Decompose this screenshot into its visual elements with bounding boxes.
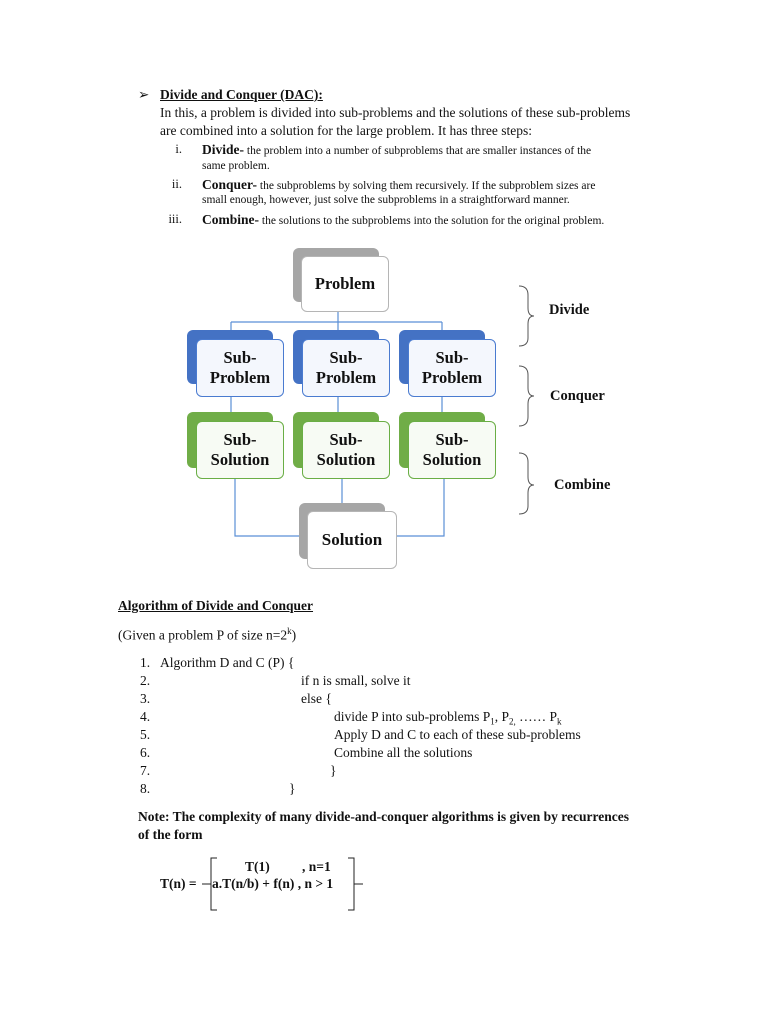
subscript: 2, — [509, 716, 516, 727]
line-number: 4. — [140, 709, 151, 724]
step-text-cont: small enough, however, just solve the subproblems in a straightforward manner. — [202, 194, 570, 206]
recurrence-case-1-condition: , n=1 — [302, 859, 331, 874]
recurrence-case-1: T(1) — [245, 859, 270, 874]
subsolution-label: Sub- Solution — [210, 430, 270, 469]
recurrence-case-2: a.T(n/b) + f(n) , n > 1 — [212, 876, 334, 891]
conquer-label: Conquer — [550, 388, 605, 404]
combine-label: Combine — [554, 477, 611, 493]
given-exponent: k — [287, 626, 292, 636]
subscript: k — [557, 716, 562, 727]
bullet-arrow-icon: ➢ — [138, 87, 150, 102]
given-close: ) — [291, 627, 297, 643]
step-term: Divide- — [202, 142, 244, 157]
line-number: 5. — [140, 727, 151, 742]
note-line-1: Note: The complexity of many divide-and-conquer algorithms is given by recurrences — [138, 809, 629, 824]
step-term: Combine- — [202, 212, 259, 227]
step-text: the subproblems by solving them recursively. If the subproblem sizes are — [257, 180, 596, 192]
algo-line: Apply D and C to each of these sub-problems — [334, 727, 581, 742]
intro-line-2: are combined into a solution for the large problem. It has three steps: — [160, 123, 533, 138]
subproblem-label: Sub- Problem — [421, 348, 483, 387]
subsolution-label: Sub- Solution — [316, 430, 376, 469]
subproblem-label: Sub- Problem — [315, 348, 377, 387]
line-number: 3. — [140, 691, 151, 706]
algo-line-text: , P — [494, 709, 510, 724]
step-text: the problem into a number of subproblems that are smaller instances of the — [244, 145, 592, 157]
algo-line: if n is small, solve it — [301, 673, 411, 688]
intro-line-1: In this, a problem is divided into sub-problems and the solutions of these sub-problems — [160, 105, 631, 120]
algo-line: else { — [301, 691, 332, 706]
step-term: Conquer- — [202, 177, 258, 192]
recurrence-lhs: T(n) = — [160, 876, 197, 891]
subsolution-label: Sub- Solution — [422, 430, 482, 469]
step-number: ii. — [171, 177, 182, 191]
line-number: 8. — [140, 781, 151, 796]
line-number: 6. — [140, 745, 151, 760]
subscript: 1 — [490, 716, 495, 727]
section-heading: Divide and Conquer (DAC): — [160, 87, 323, 102]
solution-label: Solution — [321, 530, 383, 549]
note-line-2: of the form — [138, 827, 203, 842]
line-number: 2. — [140, 673, 151, 688]
algo-line-text: divide P into sub-problems P — [334, 709, 491, 724]
step-text: the solutions to the subproblems into the solution for the original problem. — [259, 215, 605, 227]
divide-label: Divide — [549, 302, 590, 318]
algo-line-text: …… P — [515, 709, 558, 724]
line-number: 7. — [140, 763, 151, 778]
subproblem-label: Sub- Problem — [209, 348, 271, 387]
algo-line: Algorithm D and C (P) { — [160, 655, 295, 670]
step-number: iii. — [168, 212, 182, 226]
problem-label: Problem — [314, 274, 376, 293]
step-text-cont: same problem. — [202, 160, 270, 172]
step-number: i. — [175, 142, 182, 156]
algo-line: } — [330, 763, 337, 778]
algorithm-title: Algorithm of Divide and Conquer — [118, 598, 314, 613]
line-number: 1. — [140, 655, 151, 670]
algo-line: } — [289, 781, 296, 796]
algo-line: Combine all the solutions — [334, 745, 473, 760]
given-text: (Given a problem P of size n=2 — [118, 627, 288, 643]
